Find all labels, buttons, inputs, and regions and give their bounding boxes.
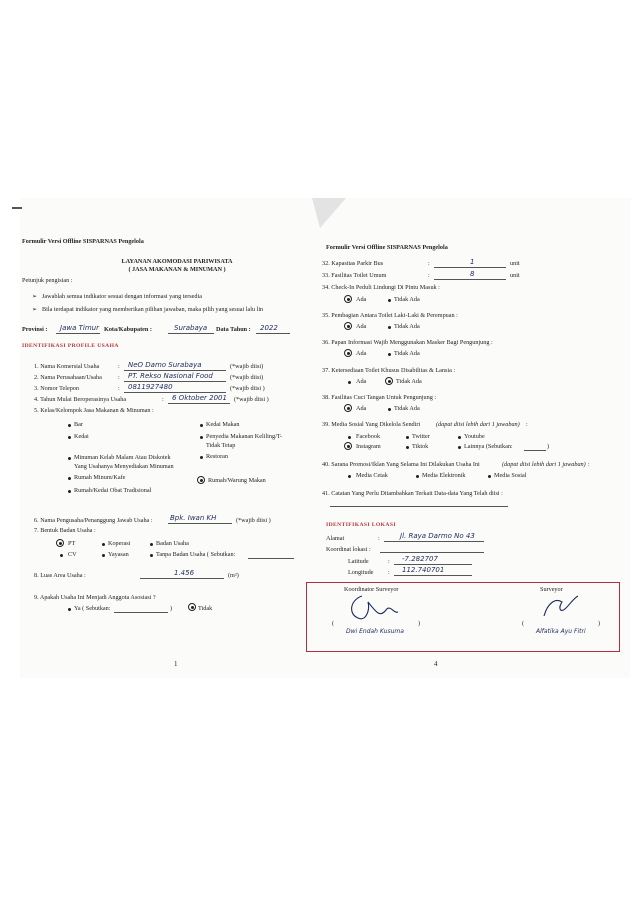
city-value[interactable]: Surabaya: [174, 324, 208, 332]
q41-label: 41. Catatan Yang Perlu Ditambahkan Terkait Data-data Yang Telah diisi :: [322, 490, 503, 497]
province-value[interactable]: Jawa Timur: [60, 324, 99, 332]
bullet-icon[interactable]: [200, 436, 203, 439]
bullet-icon[interactable]: [68, 424, 71, 427]
instruction-1: Jawablah semua indikator sesuai dengan informasi yang tersedia: [42, 293, 202, 300]
q35-ada: Ada: [356, 323, 367, 330]
bullet-icon[interactable]: [388, 408, 391, 411]
coordinator-name: Dwi Endah Kusuma: [346, 628, 404, 635]
instructions-label: Petunjuk pengisian :: [22, 277, 73, 284]
bullet-icon: [200, 479, 203, 482]
form-header: Formulir Versi Offline SISPARNAS Pengelola: [22, 238, 144, 245]
bullet-icon[interactable]: [200, 424, 203, 427]
page-number: 4: [434, 660, 438, 668]
bullet-icon[interactable]: [416, 475, 419, 478]
form-header: Formulir Versi Offline SISPARNAS Pengelola: [326, 244, 448, 251]
address-value[interactable]: Jl. Raya Darmo No 43: [400, 532, 475, 540]
option-rumah-obat: Rumah/Kedai Obat Tradisional: [74, 487, 152, 494]
bullet-icon[interactable]: [68, 490, 71, 493]
option-cv: CV: [68, 551, 77, 558]
scan-mark: [12, 207, 22, 209]
q38-tidak-ada: Tidak Ada: [394, 405, 420, 412]
bullet-icon[interactable]: [388, 353, 391, 356]
q4-required: (*wajib diisi ): [234, 396, 269, 403]
q33-unit: unit: [510, 272, 520, 279]
q8-unit: (m²): [228, 572, 239, 579]
data-year-label: Data Tahun :: [216, 326, 251, 333]
option-youtube: Youtube: [464, 433, 485, 440]
page-4: Formulir Versi Offline SISPARNAS Pengelola 32. Kapasitas Parkir Bus : 1 unit 33. Fasilitas Toilet Umum : 8 unit 34. Check-In Peduli Lindungi Di Pintu Masuk : Ada Tidak Ada 35. Pembagian Antara Toilet Laki-Laki & Perempuan : Ada Tidak Ada 36. Papan Informasi Wajib Menggunakan Masker Bagi Pengunjung : Ada Tidak Ada 37. Ketersediaan Toilet Khusus Disabilitas & Lansia : Ada Tidak Ada 38. Fasilitas Cuci Tangan Untuk Pengunjung : Ada Tidak Ada 39. Media Sosial Yang Dikelola Sendiri (dapat diisi lebih dari 1 jawaban) : Facebook Twitter Youtube Instagram Tiktok Lainnya (Sebutkan: ) 40. Sarana Promosi/Iklan Yang Selama Ini Dilakukan Usaha Ini (dapat diisi lebih dari 1 jawaban) : Media Cetak Media Elektronik Media Sosial 41. Catatan Yang Perlu Ditambahkan Terkait Data-data Yang Telah diisi : IDENTIFIKASI LOKASI Alamat : Jl. Raya Darmo No 43 Koordinat lokasi : Latitude : -7.282707 Longitude : 112.740701 Koordinator Surveyor Surveyor ( ) Dwi Endah Kusuma ( ) Alfatika Ayu Fitri 4: [318, 200, 618, 680]
q36-tidak-ada: Tidak Ada: [394, 350, 420, 357]
q37-label: 37. Ketersediaan Toilet Khusus Disabilitas & Lansia :: [322, 367, 456, 374]
bullet-icon[interactable]: [150, 543, 153, 546]
q1-label: 1. Nama Komersial Usaha: [34, 363, 100, 370]
data-year-value[interactable]: 2022: [260, 324, 278, 332]
option-facebook: Facebook: [356, 433, 381, 440]
q39-label: 39. Media Sosial Yang Dikelola Sendiri: [322, 421, 421, 428]
q37-tidak-ada: Tidak Ada: [396, 378, 422, 385]
arrow-icon: ➢: [32, 306, 38, 313]
q33-value[interactable]: 8: [470, 270, 475, 278]
q32-unit: unit: [510, 260, 520, 267]
option-minuman-cont: Yang Usahanya Menyediakan Minuman: [74, 463, 174, 470]
bullet-icon: [59, 542, 62, 545]
q9-label: 9. Apakah Usaha Ini Menjadi Anggota Asosiasi ?: [34, 594, 156, 601]
bullet-icon[interactable]: [60, 554, 63, 557]
q4-label: 4. Tahun Mulai Beroperasinya Usaha: [34, 396, 127, 403]
instruction-2: Bila terdapat indikator yang memberikan pilihan jawaban, maka pilih yang sesuai lalu lin: [42, 306, 264, 313]
form-subtitle: ( JASA MAKANAN & MINUMAN ): [128, 266, 226, 273]
q4-value[interactable]: 6 Oktober 2001: [172, 394, 227, 402]
q34-tidak-ada: Tidak Ada: [394, 296, 420, 303]
bullet-icon[interactable]: [102, 543, 105, 546]
q36-label: 36. Papan Informasi Wajib Menggunakan Masker Bagi Pengunjung :: [322, 339, 493, 346]
q32-value[interactable]: 1: [470, 258, 475, 266]
bullet-icon: [347, 445, 350, 448]
option-kedai: Kedai: [74, 433, 89, 440]
latitude-label: Latitude: [348, 558, 369, 565]
q1-value[interactable]: NeO Damo Surabaya: [128, 361, 202, 369]
option-pt: PT: [68, 540, 76, 547]
option-rumah-makan: Rumah/Warung Makan: [208, 477, 266, 484]
q33-label: 33. Fasilitas Toilet Umum: [322, 272, 387, 279]
option-media-elektronik: Media Elektronik: [422, 472, 466, 479]
option-restoran: Restoran: [206, 453, 228, 460]
option-bar: Bar: [74, 421, 83, 428]
q7-label: 7. Bentuk Badan Usaha :: [34, 527, 96, 534]
q38-ada: Ada: [356, 405, 367, 412]
option-tiktok: Tiktok: [412, 443, 429, 450]
form-title: LAYANAN AKOMODASI PARIWISATA: [121, 258, 233, 265]
q8-label: 8. Luas Area Usaha :: [34, 572, 86, 579]
q38-label: 38. Fasilitas Cuci Tangan Untuk Pengunjung :: [322, 394, 437, 401]
bullet-icon: [347, 352, 350, 355]
surveyor-name: Alfatika Ayu Fitri: [536, 628, 586, 635]
q2-required: (*wajib diisi): [230, 374, 264, 381]
option-ya: Ya ( Sebutkan:: [74, 605, 111, 612]
q8-value[interactable]: 1.456: [174, 569, 195, 577]
q3-required: (*wajib diisi ): [230, 385, 265, 392]
bullet-icon[interactable]: [150, 554, 153, 557]
option-penyedia: Penyedia Makanan Keliling/T-: [206, 433, 283, 440]
q36-ada: Ada: [356, 350, 367, 357]
longitude-label: Longitude: [348, 569, 374, 576]
q2-value[interactable]: PT. Rekso Nasional Food: [128, 372, 213, 380]
bullet-icon[interactable]: [102, 554, 105, 557]
surveyor-signature: [540, 592, 580, 624]
bullet-icon[interactable]: [348, 436, 351, 439]
arrow-icon: ➢: [32, 293, 38, 300]
option-tanpa-badan: Tanpa Badan Usaha ( Sebutkan:: [156, 551, 236, 558]
page-1: Formulir Versi Offline SISPARNAS Pengelola LAYANAN AKOMODASI PARIWISATA ( JASA MAKANAN & MINUMAN ) Petunjuk pengisian : ➢ Jawablah semua indikator sesuai dengan informasi yang tersedia ➢ Bila terdapat indikator yang memberikan pilihan jawaban, maka pilih yang sesuai lalu lin Provinsi : Jawa Timur Kota/Kabupaten : Surabaya Data Tahun : 2022 IDENTIFIKASI PROFILE USAHA 1. Nama Komersial Usaha : NeO Damo Surabaya (*wajib diisi) 2. Nama Perusahaan/Usaha : PT. Rekso Nasional Food (*wajib diisi) 3. Nomor Telepon : 0811927480 (*wajib diisi ) 4. Tahun Mulai Beroperasinya Usaha : 6 Oktober 2001 (*wajib diisi ) 5. Kelas/Kelompok Jasa Makanan & Minuman : Bar Kedai Minuman Kelab Malam Atau Diskotek Yang Usahanya Menyediakan Minuman Rumah Minum/Kafe Rumah/Kedai Obat Tradisional Kedai Makan Penyedia Makanan Keliling/T- Tidak Tetap Restoran Rumah/Warung Makan 6. Nama Pengusaha/Penanggung Jawab Usaha : Bpk. Iwan KH (*wajib diisi ) 7. Bentuk Badan Usaha : PT Koperasi Badan Usaha CV Yayasan Tanpa Badan Usaha ( Sebutkan: 8. Luas Area Usaha : 1.456 (m²) 9. Apakah Usaha Ini Menjadi Anggota Asosiasi ? Ya ( Sebutkan: ) Tidak 1: [22, 200, 302, 680]
option-minuman: Minuman Kelab Malam Atau Diskotek: [74, 454, 171, 461]
q39-note: (dapat diisi lebih dari 1 jawaban): [436, 421, 520, 428]
bullet-icon[interactable]: [458, 446, 461, 449]
q3-value[interactable]: 0811927480: [128, 383, 173, 391]
bullet-icon: [191, 606, 194, 609]
option-kedai-makan: Kedai Makan: [206, 421, 240, 428]
q35-tidak-ada: Tidak Ada: [394, 323, 420, 330]
bullet-icon[interactable]: [458, 436, 461, 439]
q41-answer-line[interactable]: [330, 506, 508, 507]
province-label: Provinsi :: [22, 326, 48, 333]
option-rumah-minum: Rumah Minum/Kafe: [74, 474, 126, 481]
address-label: Alamat: [326, 535, 345, 542]
latitude-value[interactable]: -7.282707: [402, 555, 438, 563]
q1-required: (*wajib diisi): [230, 363, 264, 370]
option-media-cetak: Media Cetak: [356, 472, 388, 479]
section-location: IDENTIFIKASI LOKASI: [326, 522, 396, 528]
bullet-icon[interactable]: [488, 475, 491, 478]
bullet-icon[interactable]: [388, 299, 391, 302]
bullet-icon[interactable]: [68, 457, 71, 460]
bullet-icon[interactable]: [200, 456, 203, 459]
bullet-icon: [347, 298, 350, 301]
q35-label: 35. Pembagian Antara Toilet Laki-Laki & Perempuan :: [322, 312, 458, 319]
bullet-icon[interactable]: [348, 381, 351, 384]
q32-label: 32. Kapasitas Parkir Bus: [322, 260, 384, 267]
q2-label: 2. Nama Perusahaan/Usaha: [34, 374, 102, 381]
option-instagram: Instagram: [356, 443, 381, 450]
bullet-icon[interactable]: [68, 477, 71, 480]
q6-label: 6. Nama Pengusaha/Penanggung Jawab Usaha :: [34, 517, 153, 524]
page-number: 1: [174, 660, 178, 668]
bullet-icon: [347, 407, 350, 410]
longitude-value[interactable]: 112.740701: [402, 566, 445, 574]
bullet-icon: [347, 325, 350, 328]
q34-ada: Ada: [356, 296, 367, 303]
option-penyedia-cont: Tidak Tetap: [206, 442, 236, 449]
option-tidak: Tidak: [198, 605, 213, 612]
q3-label: 3. Nomor Telepon: [34, 385, 79, 392]
option-yayasan: Yayasan: [108, 551, 129, 558]
q5-label: 5. Kelas/Kelompok Jasa Makanan & Minuman :: [34, 407, 154, 414]
q37-ada: Ada: [356, 378, 367, 385]
q40-note: (dapat diisi lebih dari 1 jawaban): [502, 461, 586, 468]
bullet-icon[interactable]: [406, 436, 409, 439]
bullet-icon: [388, 380, 391, 383]
bullet-icon[interactable]: [406, 446, 409, 449]
bullet-icon[interactable]: [388, 326, 391, 329]
coordinator-label: Koordinator Surveyor: [344, 586, 399, 593]
q6-required: (*wajib diisi ): [236, 517, 271, 524]
city-label: Kota/Kabupaten :: [104, 326, 152, 333]
q40-label: 40. Sarana Promosi/Iklan Yang Selama Ini Dilakukan Usaha Ini: [322, 461, 480, 468]
option-twitter: Twitter: [412, 433, 430, 440]
option-media-sosial: Media Sosial: [494, 472, 527, 479]
section-profile: IDENTIFIKASI PROFILE USAHA: [22, 343, 119, 349]
option-badan-usaha: Badan Usaha: [156, 540, 189, 547]
bullet-icon[interactable]: [68, 436, 71, 439]
option-lainnya: Lainnya (Sebutkan:: [464, 443, 513, 450]
q6-value[interactable]: Bpk. Iwan KH: [170, 514, 217, 522]
bullet-icon[interactable]: [68, 608, 71, 611]
bullet-icon[interactable]: [348, 475, 351, 478]
option-koperasi: Koperasi: [108, 540, 131, 547]
coordinator-signature: [340, 592, 400, 626]
surveyor-label: Surveyor: [540, 586, 563, 593]
coordinates-label: Koordinat lokasi :: [326, 546, 371, 553]
q34-label: 34. Check-In Peduli Lindungi Di Pintu Masuk :: [322, 284, 440, 291]
